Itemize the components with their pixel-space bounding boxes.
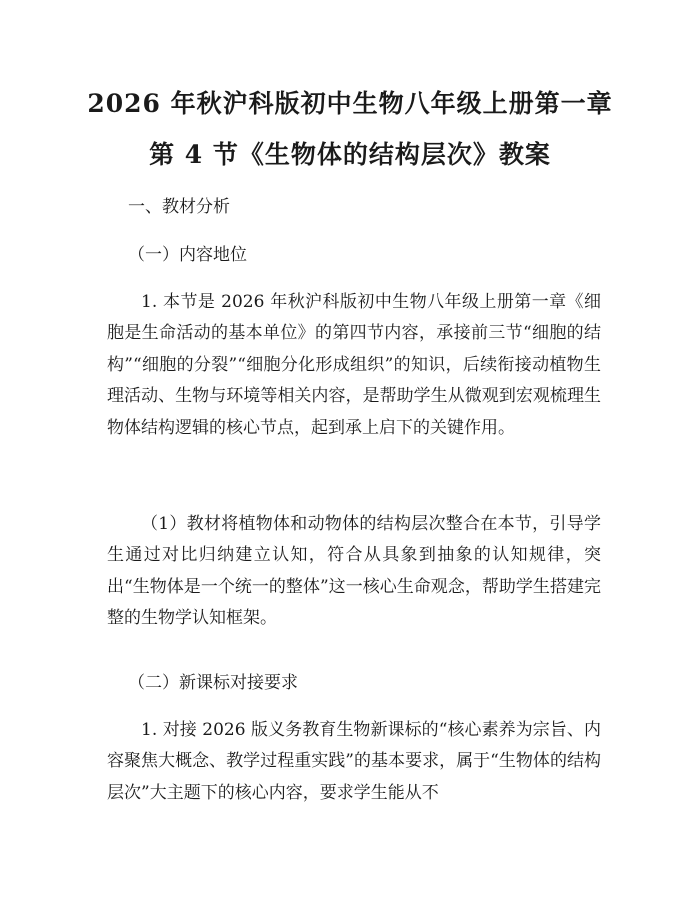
subsection-heading-content-position: （一）内容地位 (128, 245, 247, 265)
paragraph-curriculum-requirements: 1. 对接 2026 版义务教育生物新课标的“核心素养为宗旨、内容聚焦大概念、教学过程重实践”的基本要求，属于“生物体的结构层次”大主题下的核心内容，要求学生能从不 (107, 720, 601, 803)
subsection-heading-curriculum-requirements: （二）新课标对接要求 (128, 673, 298, 693)
paragraph-textbook-integration: （1）教材将植物体和动物体的结构层次整合在本节，引导学生通过对比归纳建立认知，符合从具象到抽象的认知规律，突出“生物体是一个统一的整体”这一核心生命观念，帮助学生搭建完整的生物学认知框架。 (107, 514, 601, 629)
document-title-line-2: 第 4 节《生物体的结构层次》教案 (149, 140, 551, 169)
section-heading-textbook-analysis: 一、教材分析 (128, 197, 230, 217)
document-title-line-1: 2026 年秋沪科版初中生物八年级上册第一章 (87, 89, 613, 118)
paragraph-content-position: 1. 本节是 2026 年秋沪科版初中生物八年级上册第一章《细胞是生命活动的基本单位》的第四节内容，承接前三节“细胞的结构”“细胞的分裂”“细胞分化形成组织”的知识，后续衔接动植物生理活动、生物与环境等相关内容，是帮助学生从微观到宏观梳理生物体结构逻辑的核心节点，起到承上启下的关键作用。 (107, 292, 601, 438)
